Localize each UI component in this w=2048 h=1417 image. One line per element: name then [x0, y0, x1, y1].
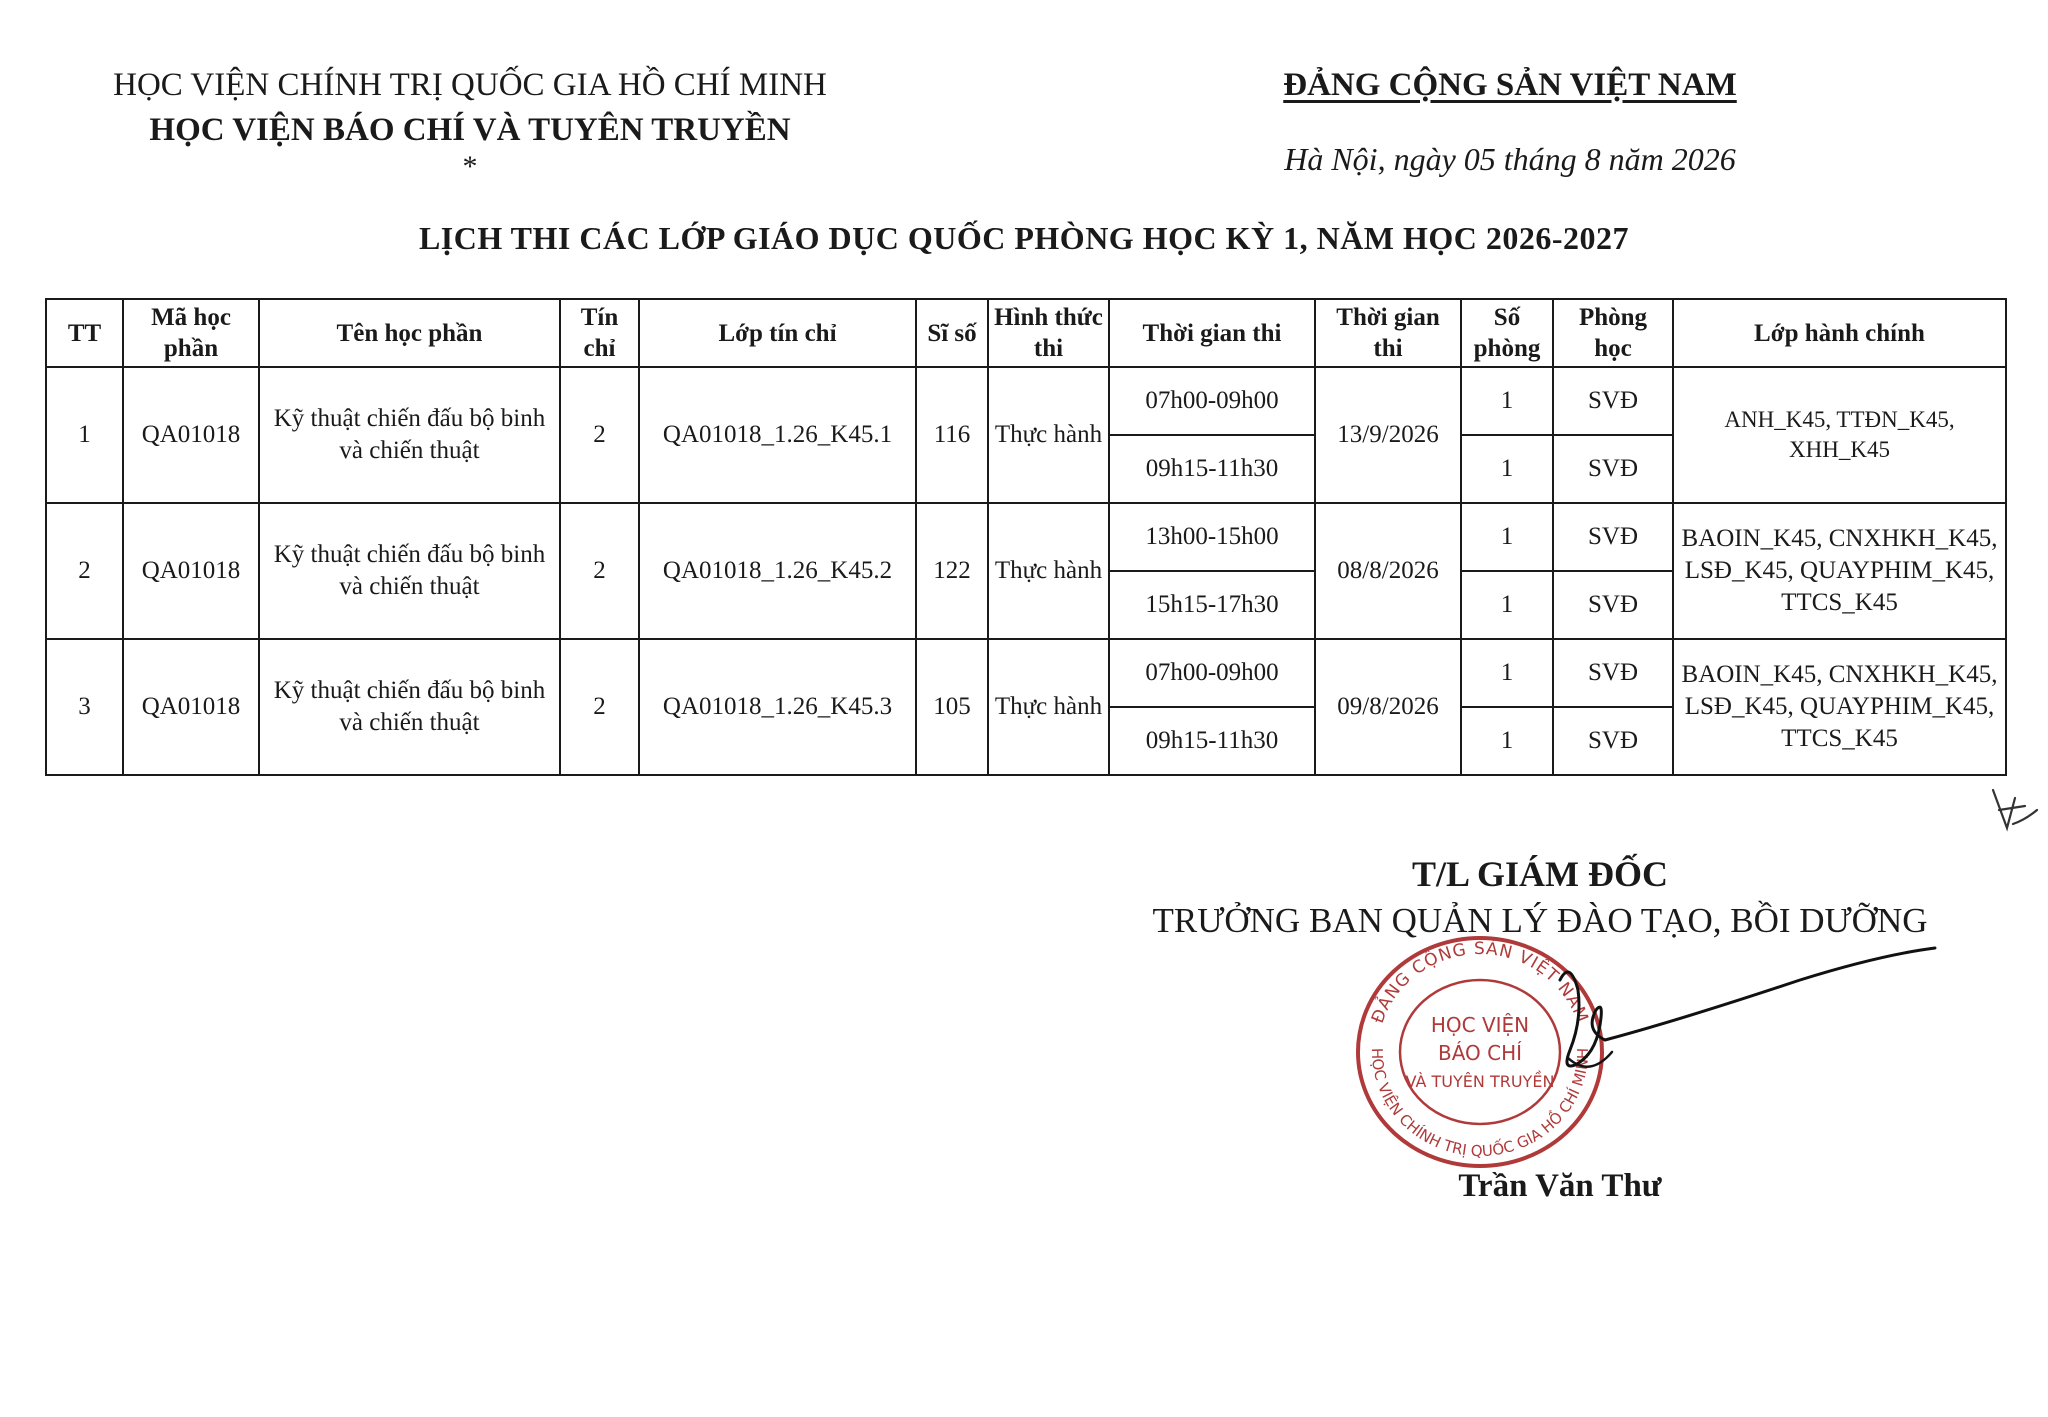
col-room-count: Số phòng [1461, 299, 1553, 367]
institution-name: HỌC VIỆN BÁO CHÍ VÀ TUYÊN TRUYỀN [149, 112, 791, 148]
cell-exam-date: 08/8/2026 [1315, 503, 1461, 639]
cell-room: SVĐ [1553, 435, 1673, 503]
col-tt: TT [46, 299, 123, 367]
signature-role: T/L GIÁM ĐỐC [1411, 854, 1669, 894]
seal-outer-top: ĐẢNG CỘNG SẢN VIỆT NAM [1367, 938, 1593, 1027]
signature-position: TRƯỞNG BAN QUẢN LÝ ĐÀO TẠO, BỒI DƯỠNG [1152, 901, 1928, 940]
col-exam-time: Thời gian thi [1109, 299, 1315, 367]
cell-enrollment: 105 [916, 639, 988, 775]
cell-time-slot: 13h00-15h00 [1109, 503, 1315, 571]
cell-time-slot: 07h00-09h00 [1109, 639, 1315, 707]
cell-course-code: QA01018 [123, 367, 259, 503]
cell-admin-class: BAOIN_K45, CNXHKH_K45, LSĐ_K45, QUAYPHIM_K45, TTCS_K45 [1673, 503, 2006, 639]
cell-time-slot: 09h15-11h30 [1109, 435, 1315, 503]
col-credits: Tín chỉ [560, 299, 639, 367]
cell-course-name: Kỹ thuật chiến đấu bộ binh và chiến thuật [259, 367, 560, 503]
cell-tt: 3 [46, 639, 123, 775]
header-right [1150, 62, 1870, 182]
table-row [46, 503, 2006, 571]
document-date: Hà Nội, ngày 05 tháng 8 năm 2026 [1284, 141, 1736, 177]
cell-credits: 2 [560, 503, 639, 639]
cell-time-slot: 07h00-09h00 [1109, 367, 1315, 435]
cell-room-count: 1 [1461, 571, 1553, 639]
col-exam-form: Hình thức thi [988, 299, 1109, 367]
ministry-name: HỌC VIỆN CHÍNH TRỊ QUỐC GIA HỒ CHÍ MINH [113, 67, 827, 103]
header-left [60, 62, 880, 182]
seal-inner-2: BÁO CHÍ [1437, 1041, 1523, 1065]
cell-admin-class: ANH_K45, TTĐN_K45, XHH_K45 [1673, 367, 2006, 503]
cell-room-count: 1 [1461, 707, 1553, 775]
cell-course-code: QA01018 [123, 639, 259, 775]
col-admin-class: Lớp hành chính [1673, 299, 2006, 367]
cell-room: SVĐ [1553, 503, 1673, 571]
col-exam-date: Thời gian thi [1315, 299, 1461, 367]
header-asterisk: * [462, 150, 478, 183]
seal-outer-bottom: HỌC VIỆN CHÍNH TRỊ QUỐC GIA HỒ CHÍ MINH [1367, 1047, 1593, 1161]
cell-course-name: Kỹ thuật chiến đấu bộ binh và chiến thuật [259, 639, 560, 775]
cell-room-count: 1 [1461, 367, 1553, 435]
cell-room: SVĐ [1553, 571, 1673, 639]
table-row [46, 367, 2006, 435]
cell-room-count: 1 [1461, 639, 1553, 707]
cell-admin-class: BAOIN_K45, CNXHKH_K45, LSĐ_K45, QUAYPHIM_K45, TTCS_K45 [1673, 639, 2006, 775]
cell-course-name: Kỹ thuật chiến đấu bộ binh và chiến thuật [259, 503, 560, 639]
cell-exam-form: Thực hành [988, 639, 1109, 775]
cell-course-code: QA01018 [123, 503, 259, 639]
cell-credit-class: QA01018_1.26_K45.2 [639, 503, 916, 639]
cell-credits: 2 [560, 367, 639, 503]
cell-room-count: 1 [1461, 503, 1553, 571]
seal-inner-3: VÀ TUYÊN TRUYỀN [1405, 1072, 1555, 1091]
table-row [46, 639, 2006, 707]
cell-time-slot: 09h15-11h30 [1109, 707, 1315, 775]
col-room: Phòng học [1553, 299, 1673, 367]
cell-tt: 2 [46, 503, 123, 639]
party-name: ĐẢNG CỘNG SẢN VIỆT NAM [1283, 67, 1737, 103]
cell-exam-form: Thực hành [988, 503, 1109, 639]
initial-mark-icon [1985, 780, 2040, 835]
cell-room-count: 1 [1461, 435, 1553, 503]
col-credit-class: Lớp tín chỉ [639, 299, 916, 367]
cell-enrollment: 116 [916, 367, 988, 503]
exam-schedule-table [45, 298, 2007, 776]
seal-inner-1: HỌC VIỆN [1430, 1013, 1530, 1037]
signature-block [1100, 850, 1980, 944]
cell-tt: 1 [46, 367, 123, 503]
cell-credits: 2 [560, 639, 639, 775]
col-course-name: Tên học phần [259, 299, 560, 367]
col-course-code: Mã học phần [123, 299, 259, 367]
cell-room: SVĐ [1553, 367, 1673, 435]
cell-exam-date: 09/8/2026 [1315, 639, 1461, 775]
cell-credit-class: QA01018_1.26_K45.1 [639, 367, 916, 503]
cell-room: SVĐ [1553, 639, 1673, 707]
document-title: LỊCH THI CÁC LỚP GIÁO DỤC QUỐC PHÒNG HỌC KỲ 1, NĂM HỌC 2026-2027 [418, 220, 1630, 256]
cell-exam-date: 13/9/2026 [1315, 367, 1461, 503]
handwritten-signature [1500, 940, 1940, 1100]
table-header-row [46, 299, 2006, 367]
cell-time-slot: 15h15-17h30 [1109, 571, 1315, 639]
cell-room: SVĐ [1553, 707, 1673, 775]
col-enrollment: Sĩ số [916, 299, 988, 367]
signer-name: Trần Văn Thư [1458, 1168, 1662, 1204]
cell-exam-form: Thực hành [988, 367, 1109, 503]
cell-credit-class: QA01018_1.26_K45.3 [639, 639, 916, 775]
cell-enrollment: 122 [916, 503, 988, 639]
